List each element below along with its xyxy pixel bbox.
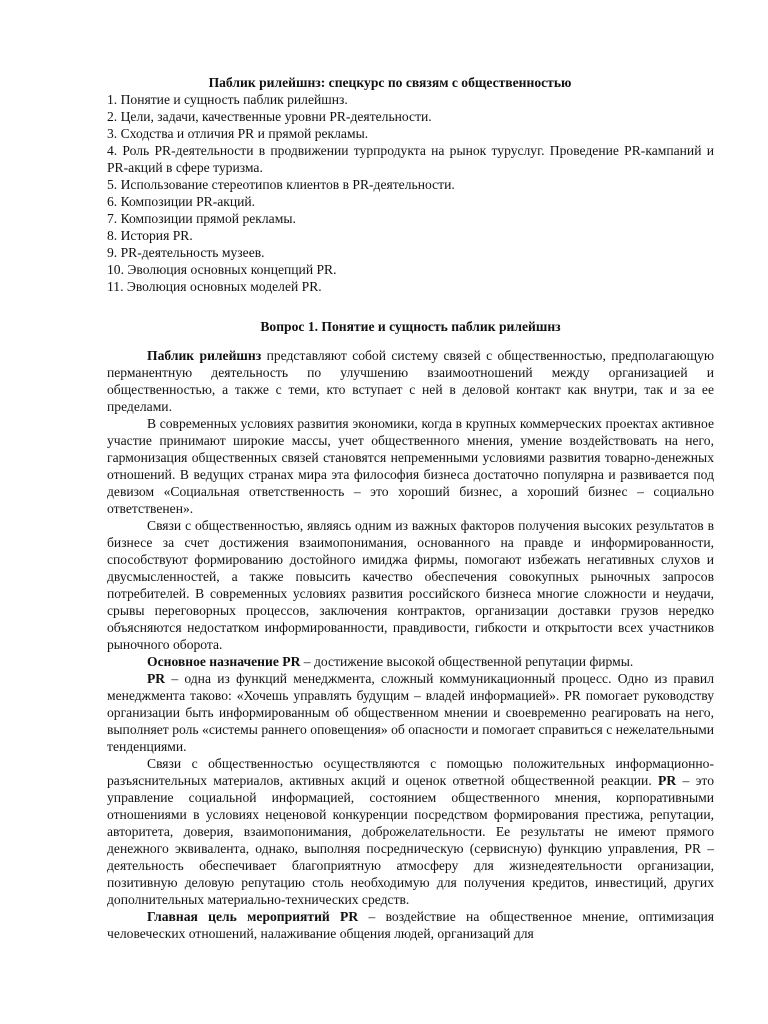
toc-item: 9. PR-деятельность музеев. — [107, 245, 265, 260]
paragraph-text: – это управление социальной информацией, состоянием общественного мнения, корпоративными отношениями в условиях неценовой конкуренции посредством формирования престижа, репутации, авторитета, доверия, взаимопонимания, доброжелательности. Ее результаты не имеют прямого денежного эквивалента, однако, выполняя посредническую (сервисную) функцию управления, PR – деятельность обеспечивает благоприятную атмосферу для жизнедеятельности организации, позитивную деловую репутацию столь необходимую для получения кредитов, инвестиций, других дополнительных материально-технических средств. — [107, 773, 714, 907]
paragraph-text: – одна из функций менеджмента, сложный коммуникационный процесс. Одно из правил менеджмента таково: «Хочешь управлять будущим – владей информацией». PR помогает руководству организации быть информированным об общественном мнении и своевременно реагировать на него, выполняет роль «системы раннего оповещения» об опасности и помогает справиться с нежелательными тенденциями. — [107, 671, 714, 754]
toc-item: 7. Композиции прямой рекламы. — [107, 211, 296, 226]
body-text — [107, 347, 714, 942]
paragraph — [107, 653, 714, 670]
toc-item: 3. Сходства и отличия PR и прямой рекламы. — [107, 126, 369, 141]
toc-item: 8. История PR. — [107, 228, 193, 243]
paragraph-text: – достижение высокой общественной репутации фирмы. — [300, 654, 634, 669]
toc-item: 10. Эволюция основных концепций PR. — [107, 262, 337, 277]
bold-term: PR — [658, 773, 677, 788]
bold-term: Главная цель мероприятий PR — [147, 909, 359, 924]
paragraph-text: – воздействие на общественное мнение, оптимизация человеческих отношений, налаживание общения людей, организаций для — [107, 909, 714, 941]
toc-item: 1. Понятие и сущность паблик рилейшнз. — [107, 92, 348, 107]
paragraph-text: представляют собой систему связей с общественностью, предполагающую перманентную деятельность по улучшению взаимоотношений между организацией и общественностью, а также с теми, кто вступает с ней в деловой контакт как внутри, так и за ее пределами. — [107, 348, 714, 414]
paragraph-text: Связи с общественностью осуществляются с помощью положительных информационно-разъяснительных материалов, активных акций и оценок ответной общественной реакции. — [107, 756, 714, 788]
paragraph — [107, 908, 714, 942]
toc-item: 11. Эволюция основных моделей PR. — [107, 279, 322, 294]
toc-item: 5. Использование стереотипов клиентов в PR-деятельности. — [107, 177, 455, 192]
section-heading: Вопрос 1. Понятие и сущность паблик рилейшнз — [260, 319, 561, 334]
toc-item: 2. Цели, задачи, качественные уровни PR-деятельности. — [107, 109, 432, 124]
document-title: Паблик рилейшнз: спецкурс по связям с общественностью — [208, 75, 572, 90]
bold-term: PR — [147, 671, 166, 686]
paragraph — [107, 755, 714, 908]
bold-term: Паблик рилейшнз — [147, 348, 262, 363]
paragraph: Связи с общественностью, являясь одним из важных факторов получения высоких результатов в бизнесе за счет достижения взаимопонимания, основанного на правде и информированности, способствуют формированию достойного имиджа фирмы, помогают избежать негативных слухов и двусмысленностей, а также повысить качество обеспечения совокупных рыночных запросов потребителей. В современных условиях развития российского бизнеса многие сложности и неудачи, срывы переговорных процессов, заключения контрактов, организации доставки грузов нередко объясняются недостатком информированности, правдивости, гибкости и открытости всех участников рыночного оборота. — [107, 518, 714, 652]
paragraph: В современных условиях развития экономики, когда в крупных коммерческих проектах активное участие принимают широкие массы, учет общественного мнения, умение воздействовать на него, гармонизация общественных связей становятся непременными условиями развития товарно-денежных отношений. В ведущих странах мира эта философия бизнеса достаточно популярна и развивается под девизом «Социальная ответственность – это хороший бизнес, а хороший бизнес – социально ответственен». — [107, 416, 714, 516]
bold-term: Основное назначение PR — [147, 654, 301, 669]
toc-item: 4. Роль PR-деятельности в продвижении турпродукта на рынок туруслуг. Проведение PR-кампаний и PR-акций в сфере туризма. — [107, 143, 714, 175]
toc-item: 6. Композиции PR-акций. — [107, 194, 256, 209]
paragraph — [107, 670, 714, 755]
table-of-contents — [107, 91, 714, 295]
paragraph — [107, 347, 714, 415]
